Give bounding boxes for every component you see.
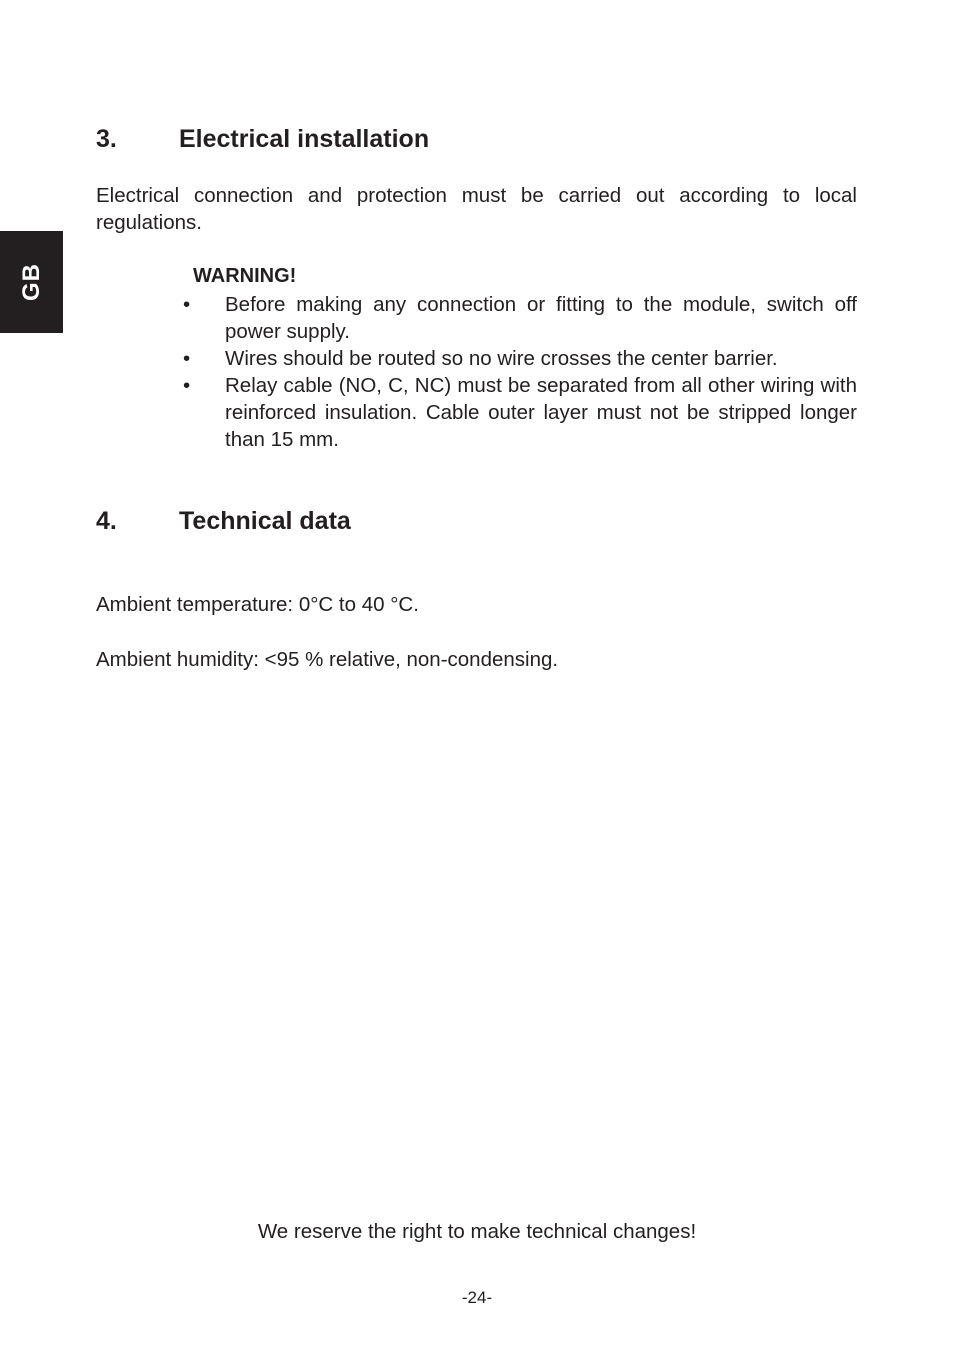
page-number: -24- (461, 1288, 493, 1307)
warning-item (181, 345, 857, 372)
ambient-humidity: Ambient humidity: <95 % relative, non-condensing. (96, 648, 559, 671)
ambient-temperature: Ambient temperature: 0°C to 40 °C. (96, 593, 419, 616)
bullet-icon: • (183, 293, 191, 316)
section-4-heading (96, 506, 351, 536)
footer-note: We reserve the right to make technical changes! (257, 1220, 697, 1243)
bullet-icon: • (183, 347, 191, 370)
warning-item-text: Before making any connection or fitting to the module, switch off power supply. (225, 293, 857, 343)
bullet-icon: • (183, 374, 191, 397)
language-tab (0, 231, 63, 333)
section-3-intro: Electrical connection and protection must be carried out according to local regulations. (96, 184, 857, 234)
warning-item (181, 291, 857, 345)
section-3-number: 3. (96, 125, 117, 153)
warning-item-text: Wires should be routed so no wire crosses the center barrier. (225, 347, 778, 370)
warning-item-text: Relay cable (NO, C, NC) must be separated from all other wiring with reinforced insulation. Cable outer layer must not be stripped longer than 15 mm. (225, 374, 857, 451)
warning-title: WARNING! (193, 265, 297, 287)
language-tab-label: GB (17, 263, 45, 301)
section-4-number: 4. (96, 507, 117, 535)
warning-list (181, 291, 857, 453)
warning-item (181, 372, 857, 453)
section-3-heading (96, 124, 429, 154)
section-3-title: Electrical installation (179, 125, 430, 153)
section-4-title: Technical data (179, 507, 351, 535)
